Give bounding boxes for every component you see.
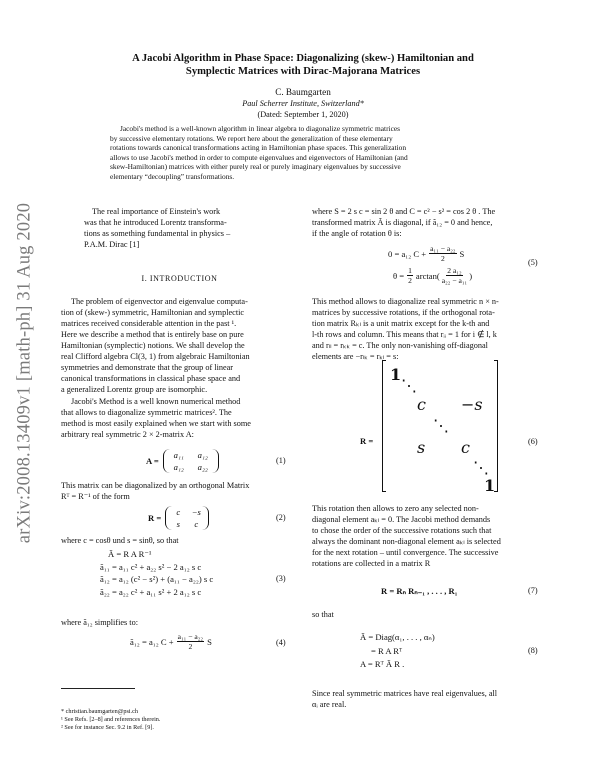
text-line: This rotation then allows to zero any selected non- — [312, 504, 479, 513]
equation-8 — [360, 631, 435, 672]
arxiv-identifier: arXiv:2008.13409v1 [math-ph] 31 Aug 2020 — [14, 202, 35, 544]
eq3-line: Ã = R A R⁻¹ — [108, 549, 152, 559]
text-line: This matrix can be diagonalized by an orthogonal Matrix — [61, 481, 250, 490]
right-paragraph-3 — [312, 503, 550, 569]
abstract-line: rotations towards canonical transformations acting in Hamiltonian phase spaces. This generalization — [110, 143, 407, 153]
matrix-diagonal-dots: ⋱ — [433, 416, 449, 435]
title-line-1: A Jacobi Algorithm in Phase Space: Diagonalizing (skew-) Hamiltonian and — [132, 53, 474, 64]
text-line: diagonal element aₖₗ = 0. The Jacobi method demands — [312, 515, 491, 525]
intro-paragraph-3 — [61, 480, 298, 502]
paper-title — [70, 52, 536, 78]
matrix-entry: a₂₂ — [197, 462, 208, 472]
fraction-denominator: 2 — [188, 642, 193, 651]
abstract-line: elementary “decoupling” transformations. — [110, 171, 235, 181]
eq5-number: (5) — [528, 258, 538, 267]
author: C. Baumgarten — [275, 87, 331, 97]
intro-paragraph-5: where ã₁₂ simplifies to: — [61, 618, 139, 627]
eq6-number: (6) — [528, 437, 538, 446]
eq5-fraction — [429, 244, 456, 263]
intro-paragraph-4: where c = cosθ und s = sinθ, so that — [61, 536, 179, 545]
footnote: ¹ See Refs. [2–8] and references therein. — [61, 716, 161, 723]
abstract-line: Jacobi's method is a well-known algorithm in linear algebra to diagonalize symmetric matrices — [120, 124, 401, 133]
abstract — [110, 124, 502, 182]
text-line: tion matrix Rₖₗ is a unit matrix except for the k-th and — [312, 319, 490, 329]
equation-4 — [130, 632, 212, 651]
equation-1 — [146, 448, 219, 474]
text-line: matrices received considerable attention in the past ¹. — [61, 319, 237, 329]
text-line: matrices by successive rotations, if the orthogonal rota- — [312, 308, 495, 318]
matrix-entry: s — [176, 519, 180, 529]
matrix-diagonal-dots: ⋱ — [473, 458, 489, 477]
text-line: for the next rotation – until convergence. The successive — [312, 548, 499, 558]
eq8-line: = R A Rᵀ — [371, 645, 403, 656]
eq4-number: (4) — [276, 638, 286, 647]
matrix-entry: −s — [191, 507, 201, 517]
fraction-denominator: a₂₂ − a₁₁ — [441, 276, 468, 285]
matrix-entry-s: s — [417, 438, 426, 457]
right-paragraph-1 — [312, 206, 550, 239]
text-line: l-th rows and column. This means that rᵢᵢ = 1 for i ∉ l, k — [312, 330, 497, 340]
equation-3 — [100, 548, 213, 598]
text-line: Here we describe a method that is entirely base on pure — [61, 330, 244, 340]
matrix-diagonal-dots: ⋱ — [401, 376, 417, 395]
eq4-fraction — [177, 632, 204, 651]
right-paragraph-4: so that — [312, 610, 334, 619]
text-line: canonical transformations in classical phase space and — [61, 374, 241, 384]
eq3-line: ã₁₁ = a₁₁ c² + a₂₂ s² − 2 a₁₂ s c — [100, 561, 202, 572]
bracket-corner — [494, 360, 498, 361]
equation-2 — [148, 505, 209, 531]
text-line: Since real symmetric matrices have real eigenvalues, all — [312, 689, 498, 698]
text-line: to chose the order of the successive rotations such that — [312, 526, 492, 536]
footnotes — [61, 708, 298, 732]
text-line: This method allows to diagonalize real symmetric n × n- — [312, 297, 499, 306]
eq5-arctan: arctan( — [415, 270, 440, 281]
eq7-number: (7) — [528, 586, 538, 595]
eq5-fraction-2 — [442, 266, 467, 285]
text-line: real Clifford algebra Cl(3, 1) from algebraic Hamiltonian — [61, 352, 250, 362]
arxiv-stamp — [10, 178, 40, 568]
eq4-rhs: S — [207, 636, 212, 647]
matrix-entry: a₁₂ — [173, 462, 184, 472]
text-line: tion of (skew-) symmetric, Hamiltonian and symplectic — [61, 308, 245, 318]
epigraph — [84, 206, 274, 250]
eq6-matrix — [382, 360, 498, 495]
matrix-entry-one: 1 — [390, 365, 402, 384]
intro-paragraph-2 — [61, 396, 298, 440]
right-paragraph-5 — [312, 688, 550, 710]
eq1-number: (1) — [276, 456, 286, 465]
eq5-line1-lhs: 0 = a₁₂ C + — [388, 248, 427, 259]
quote-line: tions as something fundamental in physics – — [84, 229, 231, 238]
eq2-matrix — [165, 506, 209, 530]
eq3-number: (3) — [276, 574, 286, 583]
matrix-entry-one: 1 — [484, 476, 496, 495]
abstract-line: allows to use Jacobi's method in order to compute eigenvalues and eigenvectors of Hamiltonian (and — [110, 152, 408, 162]
abstract-line: skew-Hamiltonian) matrices with either purely real or purely imaginary eigenvalues by successive — [110, 162, 401, 172]
fraction-denominator: 2 — [440, 254, 445, 263]
matrix-entry-c: c — [417, 395, 426, 414]
text-line: where S = 2 s c = sin 2 θ and C = c² − s² = cos 2 θ . The — [312, 207, 496, 216]
equation-5-line-1 — [388, 244, 464, 263]
eq1-matrix — [163, 449, 219, 473]
eq5-close: ) — [469, 270, 473, 281]
text-line: symmetries and demonstrate that the group of linear — [61, 363, 234, 373]
fraction-numerator: a₁₁ − a₂₂ — [177, 632, 204, 641]
eq5-half — [407, 266, 413, 285]
intro-paragraph-1 — [61, 296, 298, 395]
matrix-entry-c: c — [461, 438, 470, 457]
text-line: rotations are collected in a matrix R — [312, 559, 431, 569]
quote-line: The real importance of Einstein's work — [92, 207, 221, 216]
matrix-entry-minus-s: −s — [461, 395, 483, 414]
fraction-numerator: 2 a₁₂ — [447, 266, 462, 275]
abstract-line: by successive elementary rotations. We report here about the generalization of these elementary — [110, 133, 393, 143]
text-line: elements are −rₗₖ = rₖₗ = s: — [312, 352, 399, 362]
affiliation: Paul Scherrer Institute, Switzerland* — [242, 99, 364, 108]
eq1-lhs: A = — [146, 456, 159, 466]
text-line: αᵢ are real. — [312, 700, 347, 710]
title-line-2: Symplectic Matrices with Dirac-Majorana Matrices — [185, 66, 421, 77]
date: (Dated: September 1, 2020) — [257, 110, 349, 119]
bracket-corner — [382, 491, 386, 492]
eq8-number: (8) — [528, 646, 538, 655]
right-paragraph-2 — [312, 296, 550, 362]
matrix-entry: c — [176, 507, 181, 517]
footnote: ² See for instance Sec. 9.2 in Ref. [9]. — [61, 724, 154, 731]
text-line: transformed matrix Ã is diagonal, if ã₁₂ = 0 and hence, — [312, 218, 493, 228]
text-line: The problem of eigenvector and eigenvalue computa- — [71, 297, 248, 306]
eq6-lhs: R = — [360, 436, 374, 446]
matrix-entry: c — [194, 519, 199, 529]
fraction-numerator: 1 — [408, 266, 412, 275]
text-line: and rₗₗ = rₖₖ = c. The only non-vanishing off-diagonal — [312, 341, 488, 351]
text-line: Rᵀ = R⁻¹ of the form — [61, 492, 130, 502]
text-line: if the angle of rotation θ is: — [312, 229, 402, 239]
eq8-line: Ã = Diag(α₁, . . . , αₙ) — [360, 632, 435, 642]
text-line: method is most easily explained when we start with some — [61, 419, 251, 429]
text-line: always the dominant non-diagonal element aₖₗ is selected — [312, 537, 501, 547]
fraction-numerator: a₁₁ − a₂₂ — [430, 244, 456, 253]
eq8-line: A = Rᵀ Ã R . — [360, 659, 405, 670]
eq5-line2-lhs: θ = — [393, 270, 405, 281]
footnote-rule — [61, 688, 135, 689]
quote-attribution: P.A.M. Dirac [1] — [84, 240, 140, 249]
quote-line: was that he introduced Lorentz transforma- — [84, 218, 227, 227]
eq4-lhs: ã₁₂ = a₁₂ C + — [130, 636, 174, 647]
section-heading: I. INTRODUCTION — [141, 274, 218, 283]
text-line: a generalized Lorentz group are isomorphic. — [61, 385, 208, 395]
text-line: Jacobi's Method is a well known numerical method — [71, 397, 241, 406]
fraction-denominator: 2 — [408, 276, 412, 285]
eq5-line1-rhs: S — [459, 248, 465, 259]
eq2-number: (2) — [276, 513, 286, 522]
eq3-line: ã₁₂ = a₁₂ (c² − s²) + (a₁₁ − a₂₂) s c — [100, 574, 214, 585]
text-line: that allows to diagonalize symmetric matrices². The — [61, 408, 232, 418]
footnote: * christian.baumgarten@psi.ch — [61, 708, 139, 715]
matrix-entry: a₁₂ — [197, 450, 208, 460]
bracket-corner — [382, 360, 386, 361]
matrix-entry: a₁₁ — [173, 450, 184, 460]
eq2-lhs: R = — [148, 513, 162, 523]
text-line: arbitrary real symmetric 2 × 2-matrix A: — [61, 430, 194, 440]
eq3-line: ã₂₂ = a₂₂ c² + a₁₁ s² + 2 a₁₂ s c — [100, 586, 202, 597]
equation-5-line-2 — [393, 266, 472, 285]
text-line: Hamiltonian (symplectic) notions. We shall develop the — [61, 341, 245, 351]
equation-7: R = Rₙ Rₙ₋₁ , . . . , R₁ — [381, 586, 458, 596]
